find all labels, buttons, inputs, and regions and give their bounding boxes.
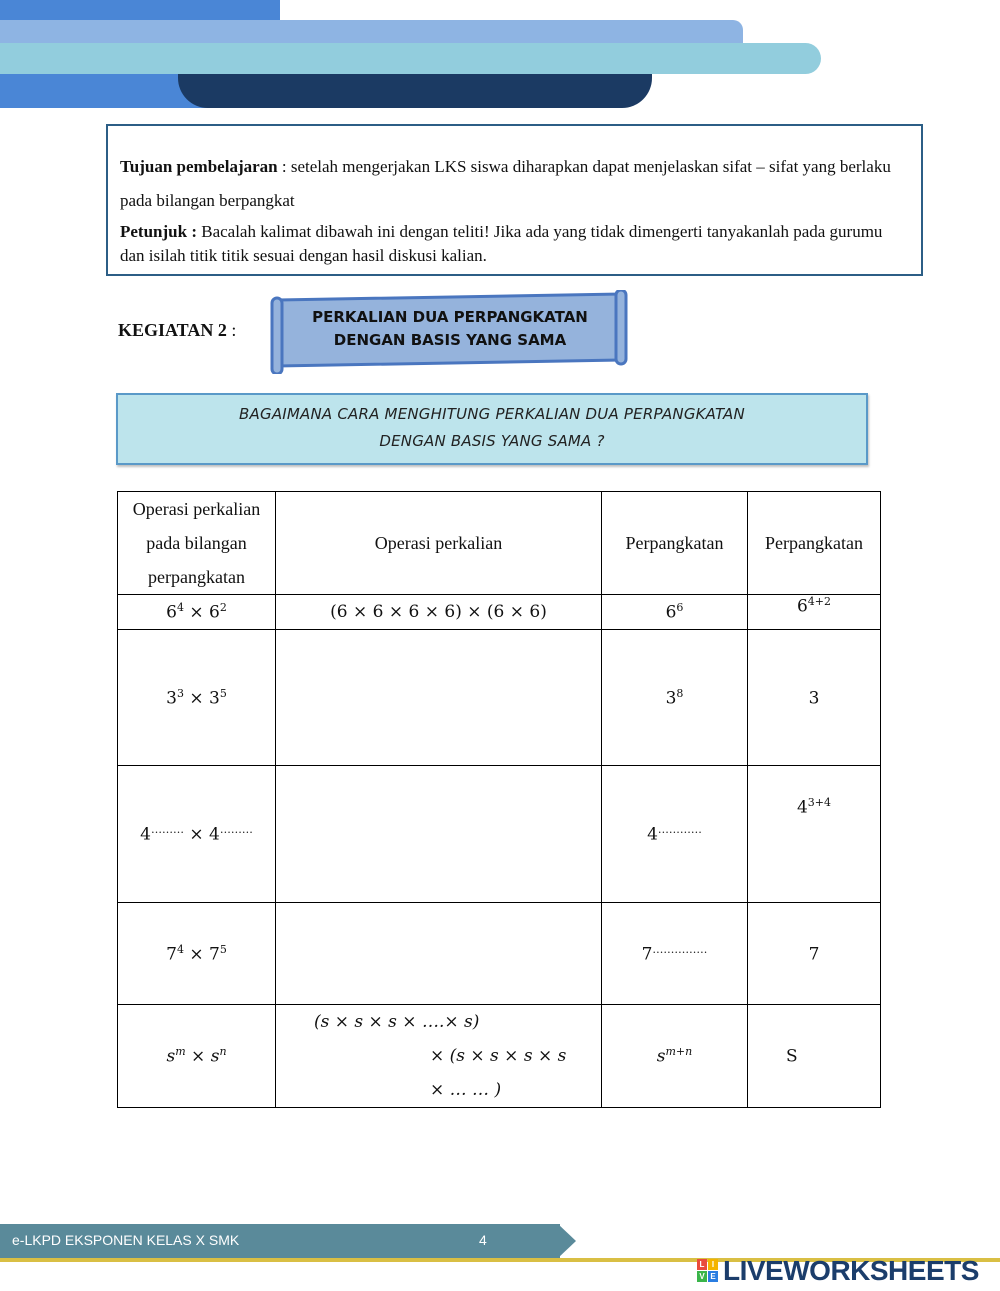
learning-goal-label: Tujuan pembelajaran	[120, 157, 278, 176]
instructions-label: Petunjuk :	[120, 222, 197, 241]
general-multiplication-line1: (s × s × s × ….× s)	[314, 1012, 480, 1032]
footer-arrow	[558, 1224, 576, 1258]
column-header: Operasi perkalian pada bilangan perpangkatan	[118, 492, 276, 595]
table-cell-power-sum-answer[interactable]: 3	[748, 630, 881, 766]
activity-label	[118, 320, 236, 341]
table-cell-expression: $6^4 \times 6^2$	[118, 595, 276, 630]
logo-tile: L	[697, 1259, 707, 1270]
table-cell-power-sum: $4^{3+4}$	[748, 766, 881, 903]
table-cell-multiplication: (6 × 6 × 6 × 6) × (6 × 6)	[276, 595, 602, 630]
activity-title-line2: DENGAN BASIS YANG SAMA	[333, 331, 567, 349]
table-cell-multiplication-answer[interactable]	[276, 903, 602, 1005]
learning-goal-box	[106, 124, 923, 276]
learning-goal-text: : setelah mengerjakan LKS siswa diharapkan dapat menjelaskan sifat – sifat yang berlaku pada bilangan berpangkat	[120, 157, 891, 210]
table-cell-power: $s^{m+n}$	[602, 1005, 748, 1108]
table-cell-multiplication-answer[interactable]	[276, 766, 602, 903]
logo-tile: I	[708, 1259, 718, 1270]
table-cell-expression-answer[interactable]: 4……… × 4………	[118, 766, 276, 903]
general-multiplication-line2: × (s × s × s × s	[430, 1046, 567, 1066]
table-row	[118, 903, 881, 1005]
learning-goal	[120, 150, 909, 218]
header-decoration-bar-cyan	[0, 43, 821, 74]
table-row	[118, 595, 881, 630]
liveworksheets-logo-icon	[697, 1259, 719, 1283]
guiding-question-box	[116, 393, 868, 465]
table-row	[118, 1005, 881, 1108]
table-cell-multiplication	[276, 1005, 602, 1108]
table-cell-power-answer[interactable]: 7……………	[602, 903, 748, 1005]
table-cell-multiplication-answer[interactable]	[276, 630, 602, 766]
guiding-question-line1: BAGAIMANA CARA MENGHITUNG PERKALIAN DUA PERPANGKATAN	[239, 405, 745, 423]
activity-colon: :	[226, 320, 237, 340]
column-header: Operasi perkalian	[276, 492, 602, 595]
column-header: Perpangkatan	[748, 492, 881, 595]
table-cell-power: $3^8$	[602, 630, 748, 766]
table-cell-power-sum-answer[interactable]: 7	[748, 903, 881, 1005]
liveworksheets-logo[interactable]	[697, 1255, 997, 1287]
logo-tile: V	[697, 1271, 707, 1282]
liveworksheets-wordmark: LIVEWORKSHEETS	[723, 1255, 979, 1286]
page-number: 4	[479, 1232, 487, 1248]
general-multiplication-line3: × … … )	[430, 1080, 502, 1100]
activity-label-text: KEGIATAN 2	[118, 320, 227, 340]
guiding-question-line2: DENGAN BASIS YANG SAMA ?	[379, 432, 605, 450]
table-cell-expression: $7^4 \times 7^5$	[118, 903, 276, 1005]
table-cell-power-sum: $6^{4+2}$	[748, 595, 881, 630]
activity-title	[282, 306, 618, 352]
table-cell-power-sum-answer[interactable]: S	[748, 1005, 881, 1108]
activity-title-scroll	[270, 290, 628, 370]
table-cell-expression: $s^m \times s^n$	[118, 1005, 276, 1108]
activity-title-line1: PERKALIAN DUA PERPANGKATAN	[312, 308, 588, 326]
table-row	[118, 766, 881, 903]
instructions-text: Bacalah kalimat dibawah ini dengan teliti! Jika ada yang tidak dimengerti tanyakanlah pada gurumu dan isilah titik titik sesuai dengan hasil diskusi kalian.	[120, 222, 883, 265]
footer-title: e-LKPD EKSPONEN KELAS X SMK	[12, 1232, 240, 1248]
table-cell-power-answer[interactable]: 4…………	[602, 766, 748, 903]
table-cell-expression: $3^3 \times 3^5$	[118, 630, 276, 766]
table-row	[118, 630, 881, 766]
table-cell-power: $6^6$	[602, 595, 748, 630]
instructions	[120, 220, 909, 268]
table-header-row	[118, 492, 881, 595]
logo-tile: E	[708, 1271, 718, 1282]
exponent-table	[117, 491, 881, 1108]
column-header: Perpangkatan	[602, 492, 748, 595]
